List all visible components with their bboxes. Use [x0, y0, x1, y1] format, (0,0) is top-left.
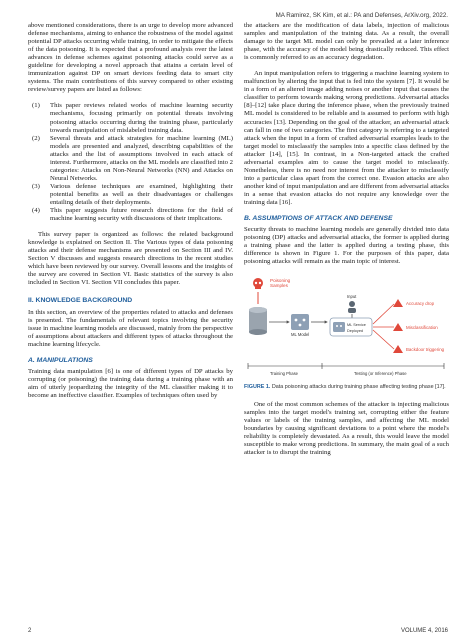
figure-label-input: Input — [347, 294, 357, 300]
paragraph: One of the most common schemes of the attacker is injecting malicious samples into the target model's training set, corrupting either the feature values or labels of the training samples, and affecting the ML model boundaries by causing significant deviations to a point where the model's reliability is completely devastated. As a result, this would leave the model susceptible to make wrong predictions. In summary, the main goal of a such attacker is to disrupt the training — [244, 400, 449, 457]
paragraph: This survey paper is organized as follows: the related background knowledge is explained on Section II. The Various types of data poisoning attacks and their defense mechanisms are presented on Section III and IV. Section V discusses and suggests research directions in the recent studies which have been reviewed by our survey. Overall lessons and the insights of the survey are covered in Section VI. Basic statistics of the survey is also included in Section VI. Section VII concludes this paper. — [28, 231, 233, 287]
list-number: (4) — [32, 207, 40, 215]
figure-diagram — [244, 274, 449, 380]
paragraph: the attackers are the modification of data labels, injection of malicious samples and manipulation of the training data. As a result, the overall damage to the target ML model can only be prevailed at a later inference phase, with the accuracy of the model being drastically reduced. This effect is commonly referred to as an accuracy degradation. — [244, 22, 449, 62]
ml-service-icon — [333, 322, 345, 332]
list-text: This paper suggests future research directions for the field of machine learning security with discussions of their implications. — [50, 207, 233, 223]
paragraph: above mentioned considerations, there is an urge to develop more advanced defense mechanisms, aiming to enhance the robustness of the model against potential DP attacks occurring while training, in order to mitigate the effects of the data poisoning. It is expected that a profound analysis over the latest advances in defense schemes against poisoning attacks could serve as a guideline for developing a novel approach that attains a certain level of immunization against DP on smart devices feeding data to smart city systems. The main contributions of this survey compared to other existing review/survey papers are listed as follows: — [28, 22, 233, 94]
running-head: MA Ramirez, SK Kim, et al.: PA and Defenses, ArXiv.org, 2022. — [275, 12, 448, 19]
figure-outcome-1: Accuracy drop — [406, 301, 435, 307]
list-text: Several threats and attack strategies for machine learning (ML) models are presented and analyzed, describing capabilities of the attacks and the list of assumptions involved in each attack of interest. Furthermore, attacks on the ML models are classified into 2 categories: Attacks on Non-Neural Networks (NN) and Attacks on Neural Networks. — [50, 134, 233, 182]
figure-label-ml: ML Model — [291, 332, 310, 338]
paragraph: In this section, an overview of the properties related to attacks and defenses is presented. The fundamentals of relevant topics involving the security issue in machine learning models are discussed, mainly from the perspective of assumptions about attackers and different types of attacks throughout the machine learning lifecycle. — [28, 308, 233, 348]
user-icon — [348, 301, 356, 313]
paragraph: Security threats to machine learning models are generally divided into data poisoning (DP) attacks and adversarial attacks, the former is applied during a training phase and the latter is applied during a testing phase, this difference is shown in Figure 1. For the purposes of this paper, data poisoning attacks will remain as the main topic of interest. — [244, 226, 449, 266]
figure-label-service: ML Service — [347, 323, 366, 328]
figure-label-poisoning: Poisoning — [270, 278, 291, 284]
figure-label-testing: Testing (or Inference) Phase — [354, 371, 407, 377]
warning-icon — [393, 345, 403, 353]
subsection-heading: B. ASSUMPTIONS OF ATTACK AND DEFENSE — [244, 215, 393, 223]
left-column — [28, 22, 233, 408]
volume-label: VOLUME 4, 2016 — [400, 628, 448, 634]
list-item — [28, 207, 233, 223]
section-heading: II. KNOWLEDGE BACKGROUND — [28, 297, 133, 305]
list-number: (1) — [32, 102, 40, 110]
list-text: Various defense techniques are examined, highlighting their potential benefits as well as their disadvantages or challenges entailing details of their deployments. — [50, 182, 233, 206]
figure-label-training: Training Phase — [270, 371, 299, 377]
warning-icon — [393, 299, 403, 307]
figure-1 — [244, 274, 449, 380]
ml-model-icon — [291, 314, 309, 330]
skull-icon — [253, 278, 263, 289]
list-number: (2) — [32, 134, 40, 142]
list-item — [28, 183, 233, 207]
contributions-list — [28, 102, 233, 223]
figure-caption-text: Data poisoning attacks during training phase affecting testing phase [17]. — [271, 384, 446, 391]
figure-outcome-3: Backdoor triggering — [406, 347, 445, 353]
figure-caption-label: FIGURE 1. — [244, 384, 271, 391]
figure-caption — [244, 384, 449, 391]
page-number: 2 — [28, 628, 32, 634]
figure-label-samples: Samples — [270, 283, 288, 289]
warning-icon — [393, 323, 403, 331]
list-item — [28, 102, 233, 134]
paragraph: An input manipulation refers to triggering a machine learning system to malfunction by altering the input that is fed into the system [7]. It would be in a form of an altered image adding noises or another input that causes the classifier to perform towards making wrong predictions. Adversarial attacks [8]–[12] take place during the inference phase, when the previously trained ML model is considered to be reliable and is assumed to perform with high accuracies [13]. Depending on the goal of the attacker, an adversarial attack can fall in one of two categories. The first category is referring to a targeted attack when the input in a form of crafted adversarial examples leads to the target model to misclassify the samples into a specific class defined by the attacker [14], [15]. In contrast, in a Non-targeted attack the crafted adversarial examples aim to cause the target model to misclassify. Nonetheless, there is no need nor interest from the attacker to misclassify into a particular class apart from the correct one. Evasion attacks are also another kind of input manipulation and are different from adversarial attacks in a sense that evasion attacks do not require any knowledge over the training data [16]. — [244, 70, 449, 206]
list-item — [28, 135, 233, 183]
database-icon — [249, 307, 267, 335]
figure-label-deployed: Deployed — [347, 329, 364, 334]
list-number: (3) — [32, 182, 40, 190]
paragraph: Training data manipulation [6] is one of different types of DP attacks by corrupting (or poisoning) the training data during a training phase with an aim of utterly jeopardizing the integrity of the ML classifier making it to become an ineffective classifier. Examples of techniques often used by — [28, 367, 233, 399]
right-column — [244, 22, 449, 465]
list-text: This paper reviews related works of machine learning security mechanisms, focusing primarily on potential threats involving poisoning attacks occurring during the training phase, particularly towards manipulation of mislabeled training data. — [50, 102, 233, 134]
figure-outcome-2: Misclassification — [406, 325, 438, 331]
subsection-heading: A. MANIPULATIONS — [28, 356, 93, 364]
